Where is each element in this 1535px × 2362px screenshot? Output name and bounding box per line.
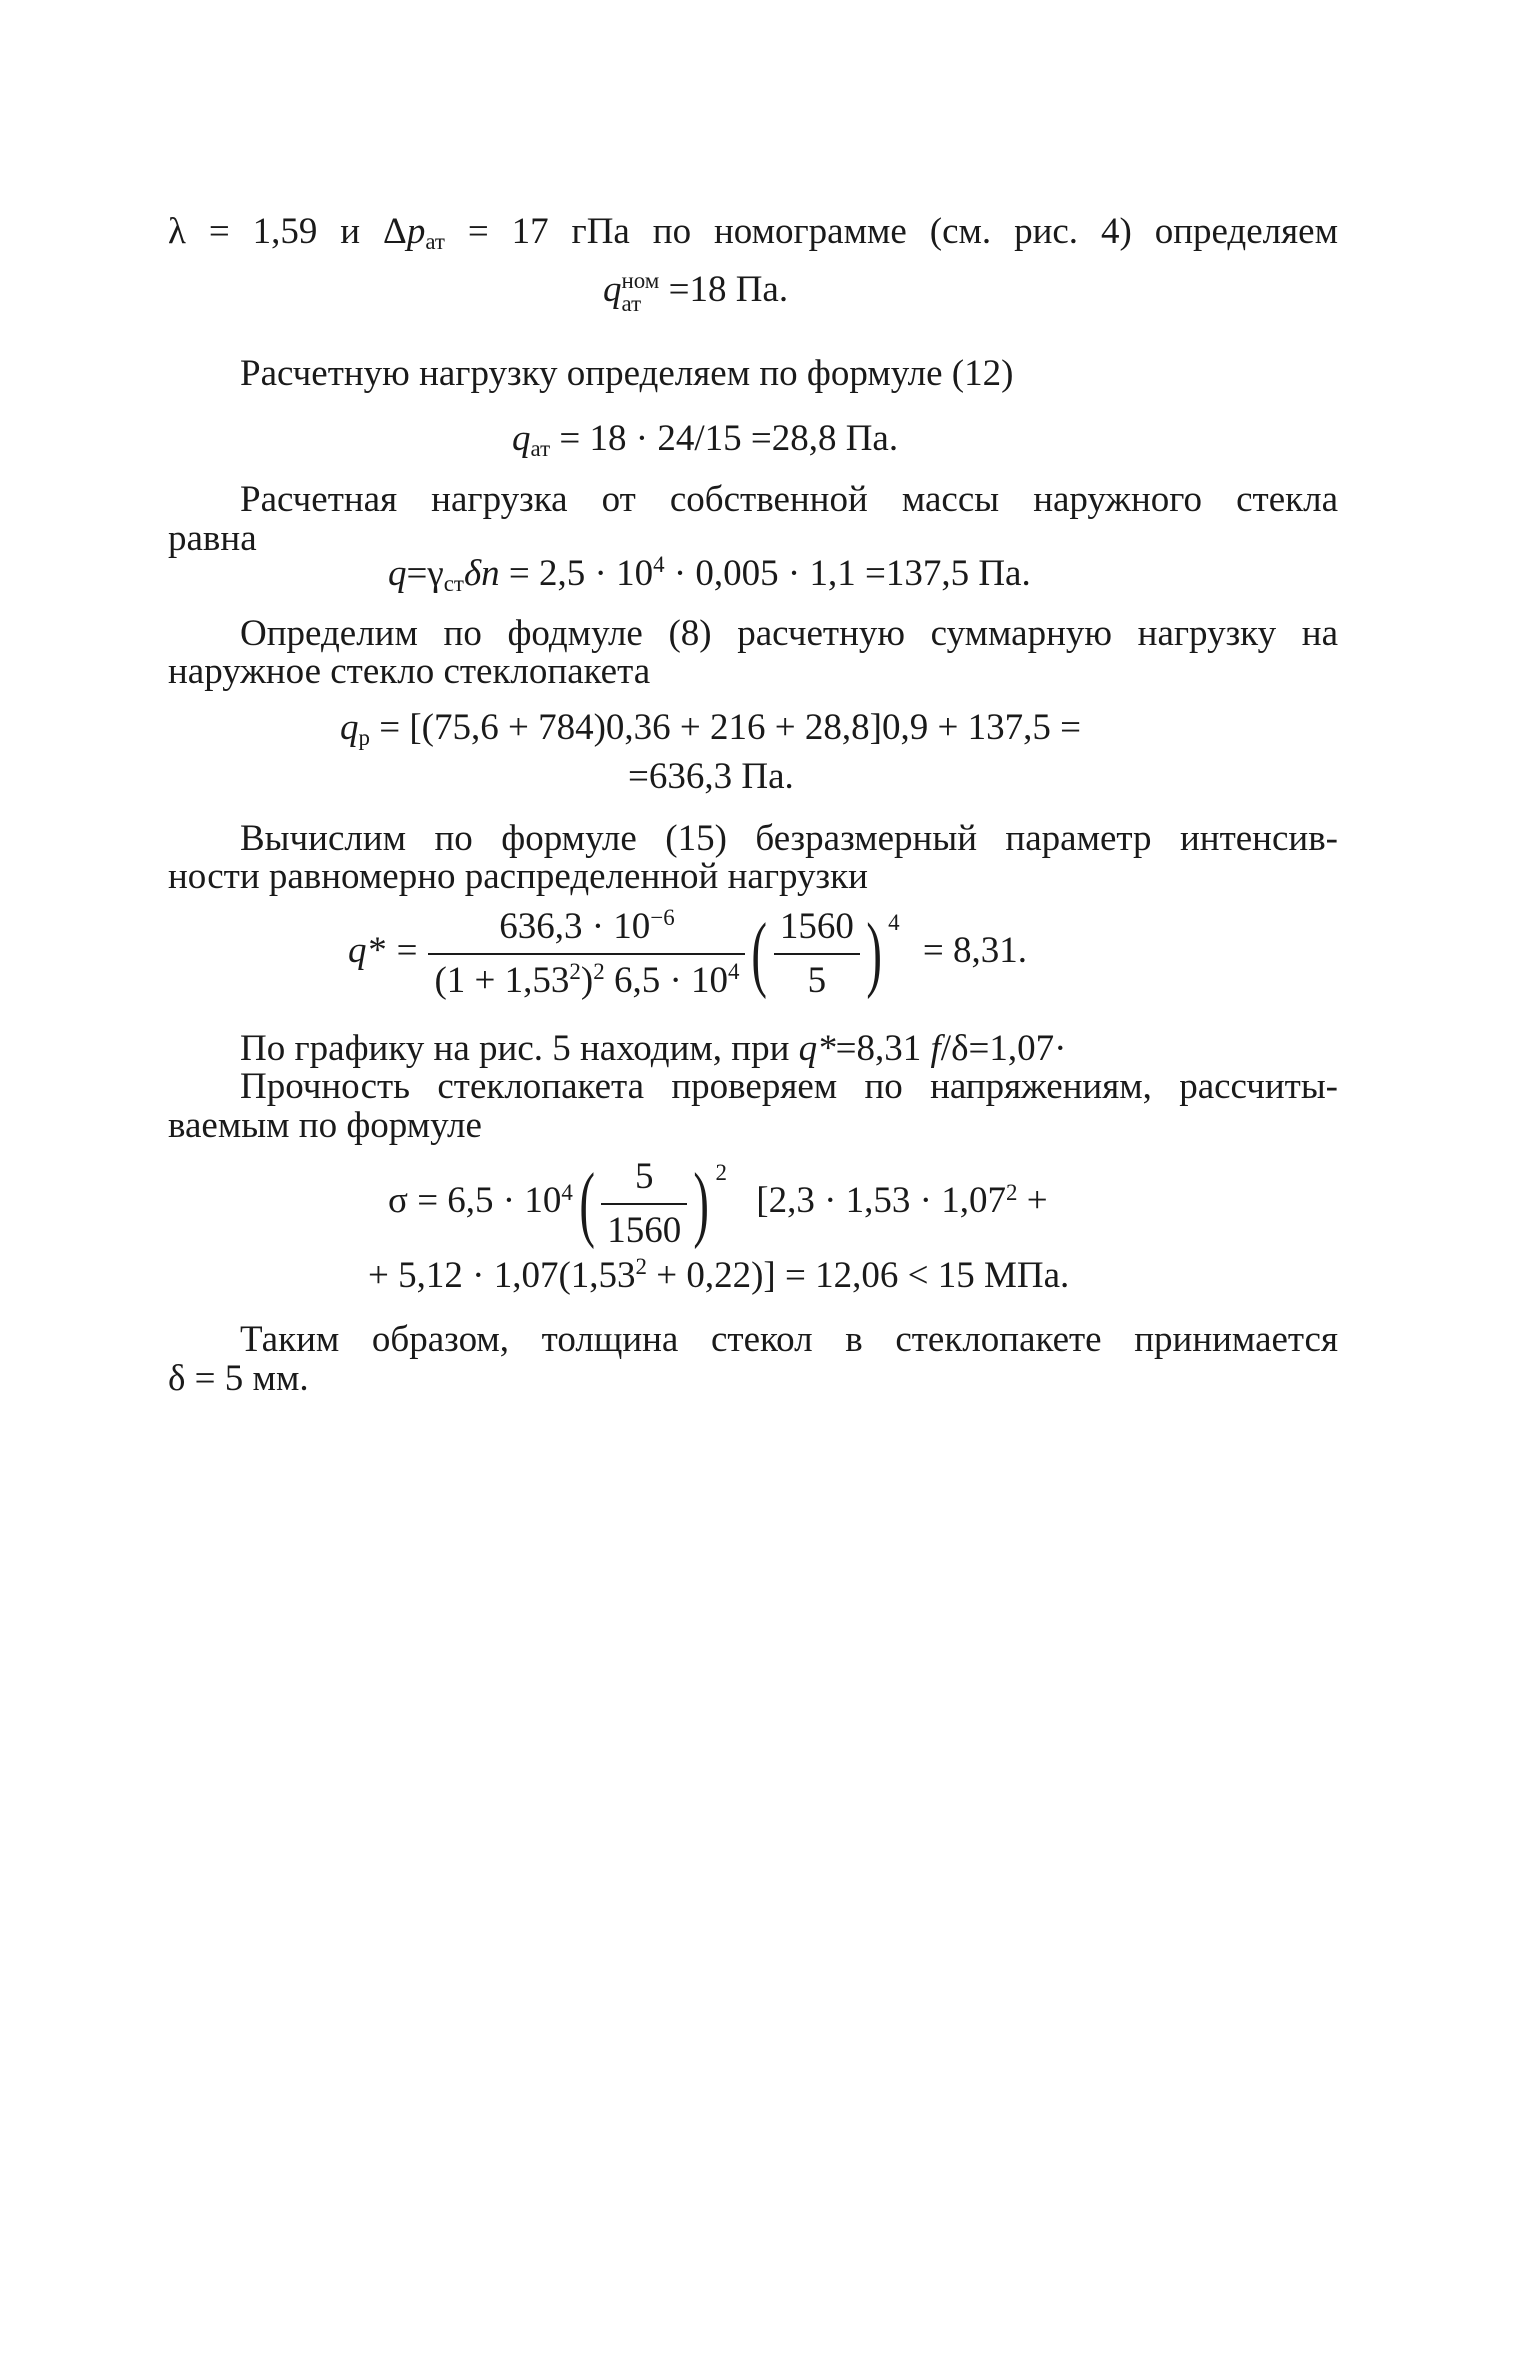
fraction-sigma-ratio: $\frac{5}{1560}$: [601, 1155, 687, 1252]
paragraph-design-load: Расчетную нагрузку определяем по формуле (12): [240, 353, 1014, 394]
formula-q-glass: $q=\gamma_{ст}\delta n = 2,5 \cdot 10^4 \cdot 0,005 \cdot 1,1 =137,5$ Па.: [388, 552, 1031, 596]
text-line-lambda: λ = 1,59 и $\Delta p_{ат} = 17$ гПа по номограмме (см. рис. 4) определяем: [168, 211, 1338, 254]
paragraph-graph-result: По графику на рис. 5 находим, при q*=8,31 f/δ=1,07·: [240, 1028, 1067, 1069]
formula-q-at: $q_{ат} = 18 \cdot 24/15 =28,8$ Па.: [512, 418, 899, 461]
paragraph-own-mass-line1: Расчетная нагрузка от собственной массы наружного стекла: [240, 479, 1338, 520]
paragraph-own-mass-line2: равна: [168, 518, 257, 559]
paragraph-conclusion-line2: δ = 5 мм.: [168, 1358, 309, 1399]
paragraph-conclusion-line1: Таким образом, толщина стекол в стеклопакете принимается: [240, 1319, 1338, 1360]
formula-q-star: q* = $\frac{636,3 \cdot 10^{-6}}{(1 + 1,53^2)^2 6,5 \cdot 10^4}$ ( $\frac{1560}{5}$ ) $^4$ = 8,31.: [348, 905, 1028, 1001]
fraction-q-star-ratio: $\frac{1560}{5}$: [774, 905, 860, 1002]
paragraph-total-load-line2: наружное стекло стеклопакета: [168, 651, 651, 692]
paragraph-intensity-line2: ности равномерно распределенной нагрузки: [168, 856, 868, 897]
formula-q-nom: q ном ат =18 Па.: [603, 267, 789, 316]
fraction-q-star-main: $\frac{636,3 \cdot 10^{-6}}{(1 + 1,53^2)^2 6,5 \cdot 10^4}$: [428, 905, 745, 1002]
paragraph-strength-line1: Прочность стеклопакета проверяем по напряжениям, рассчиты-: [240, 1066, 1338, 1107]
formula-sigma-line1: $\sigma = 6,5 \cdot 10^4$( $\frac{5}{1560}$ ) $^2$ [$2,3 \cdot 1,53 \cdot 1,07^2$ +: [388, 1156, 1048, 1251]
formula-sigma-line2: + $5,12 \cdot 1,07(1,53^2 + 0,22)] = 12,06 < 15$ МПа.: [368, 1254, 1070, 1296]
paragraph-strength-line2: ваемым по формуле: [168, 1105, 482, 1146]
paragraph-intensity-line1: Вычислим по формуле (15) безразмерный параметр интенсив-: [240, 818, 1338, 859]
formula-q-p-line2: =636,3 Па.: [628, 756, 794, 797]
formula-q-p-line1: $q_р = [(75,6 + 784)0,36 + 216 + 28,8]0,9 + 137,5$ =: [340, 707, 1081, 750]
paragraph-total-load-line1: Определим по фодмуле (8) расчетную суммарную нагрузку на: [240, 613, 1338, 654]
